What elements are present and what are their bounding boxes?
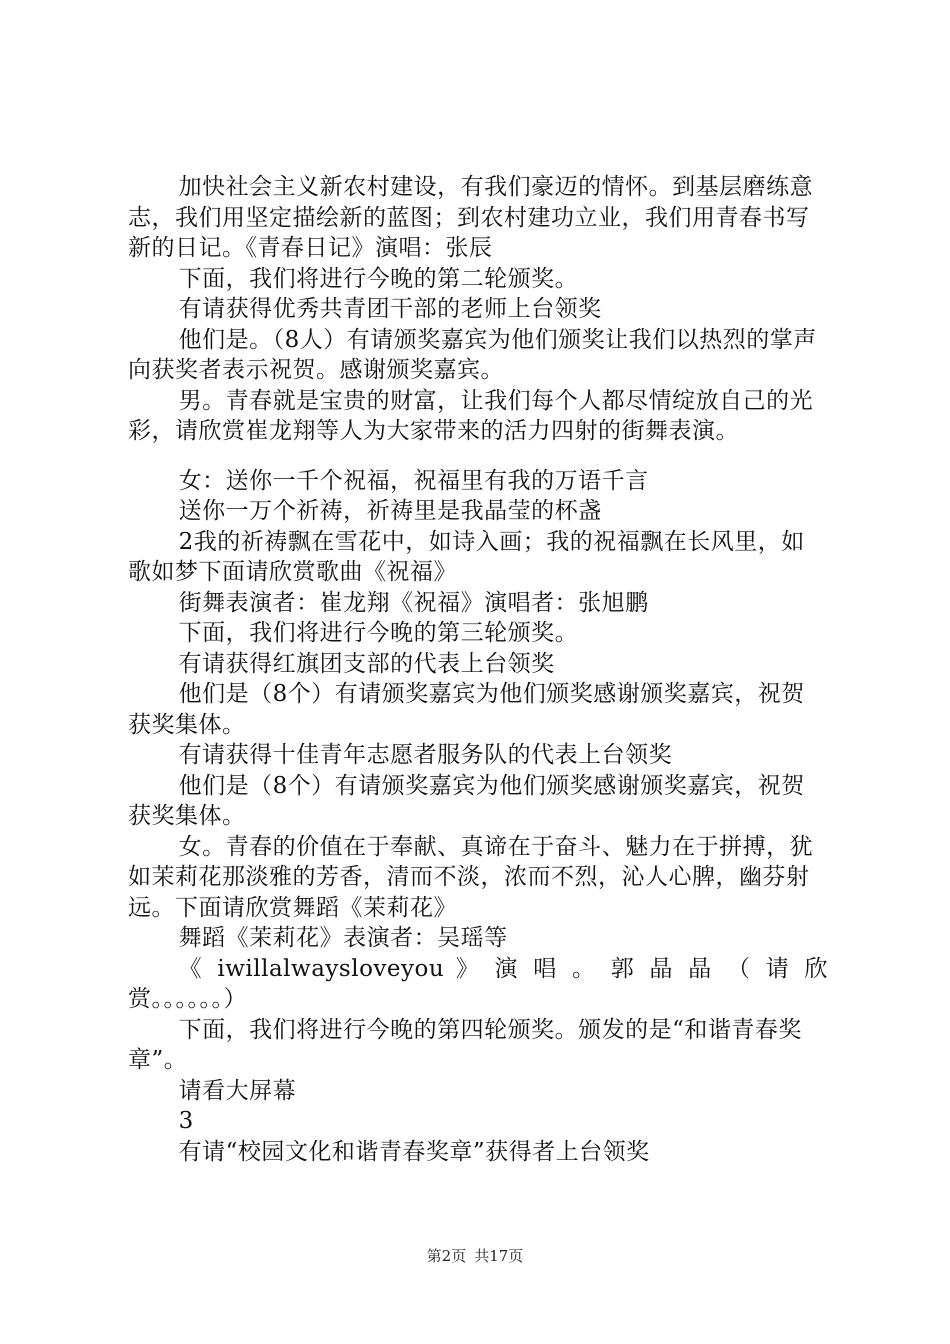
paragraph: 2我的祈祷飘在雪花中，如诗入画；我的祝福飘在长风里，如歌如梦下面请欣赏歌曲《祝福》 — [128, 528, 805, 585]
page-number-total: 共17页 — [474, 1247, 524, 1265]
paragraph: 《 iwillalwaysloveyou 》 演 唱 。 郭 晶 晶 （ 请 欣 赏。。。。。。） — [128, 955, 828, 1012]
paragraph: 舞蹈《茉莉花》表演者：吴瑶等 — [178, 925, 508, 951]
paragraph: 下面，我们将进行今晚的第四轮颁奖。颁发的是“和谐青春奖章”。 — [128, 1016, 802, 1073]
paragraph: 有请获得红旗团支部的代表上台领奖 — [178, 650, 555, 677]
page-number-current: 第2页 — [426, 1247, 467, 1265]
paragraph: 请看大屏幕 — [178, 1077, 297, 1104]
paragraph: 有请“校园文化和谐青春奖章”获得者上台领奖 — [178, 1138, 650, 1165]
paragraph: 他们是（8个）有请颁奖嘉宾为他们颁奖感谢颁奖嘉宾，祝贺获奖集体。 — [128, 681, 805, 738]
paragraph: 有请获得优秀共青团干部的老师上台领奖 — [178, 296, 602, 322]
paragraph: 女。青春的价值在于奉献、真谛在于奋斗、魅力在于拼搏，犹如茉莉花那淡雅的芳香，清而不淡，浓而不烈，沁人心脾，幽芬射远。下面请欣赏舞蹈《茉莉花》 — [128, 833, 814, 921]
paragraph: 送你一万个祈祷，祈祷里是我晶莹的杯盏 — [178, 498, 602, 524]
paragraph: 女：送你一千个祝福，祝福里有我的万语千言 — [178, 467, 649, 494]
paragraph: 男。青春就是宝贵的财富，让我们每个人都尽情绽放自己的光彩，请欣赏崔龙翔等人为大家带来的活力四射的街舞表演。 — [128, 387, 814, 444]
paragraph: 有请获得十佳青年志愿者服务队的代表上台领奖 — [178, 742, 673, 768]
paragraph: 他们是。（8人）有请颁奖嘉宾为他们颁奖让我们以热烈的掌声向获奖者表示祝贺。感谢颁奖嘉宾。 — [128, 326, 817, 383]
paragraph: 下面，我们将进行今晚的第二轮颁奖。 — [178, 265, 579, 292]
page-footer — [0, 1245, 950, 1266]
paragraph: 下面，我们将进行今晚的第三轮颁奖。 — [178, 620, 579, 646]
document-body — [128, 172, 828, 1167]
paragraph: 他们是（8个）有请颁奖嘉宾为他们颁奖感谢颁奖嘉宾，祝贺获奖集体。 — [128, 772, 805, 829]
paragraph: 3 — [178, 1108, 194, 1134]
paragraph: 街舞表演者：崔龙翔《祝福》演唱者：张旭鹏 — [178, 589, 649, 616]
paragraph: 加快社会主义新农村建设，有我们豪迈的情怀。到基层磨练意志，我们用坚定描绘新的蓝图；到农村建功立业，我们用青春书写新的日记。《青春日记》演唱：张辰 — [128, 174, 814, 261]
